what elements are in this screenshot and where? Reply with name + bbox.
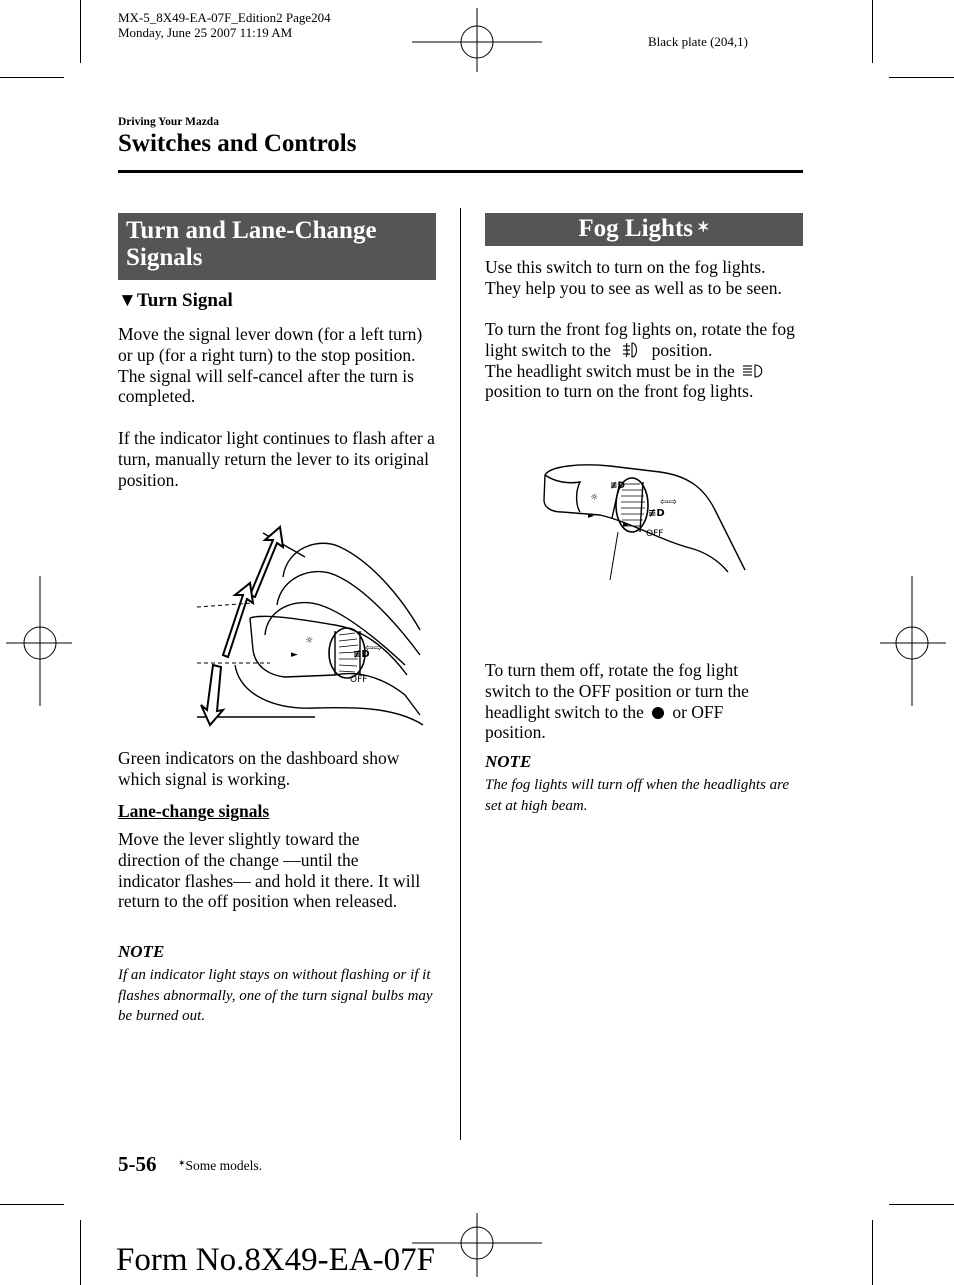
triangle-down-icon: ▼ [118, 290, 137, 311]
right-note-text: The fog lights will turn off when the headlights are set at high beam. [485, 777, 790, 814]
registration-mark-left [6, 576, 72, 706]
left-note-label: NOTE [118, 942, 165, 961]
dot-icon [652, 707, 664, 719]
fog-light-icon [621, 341, 641, 359]
indicator-paragraph: If the indicator light continues to flash after a turn, manually return the lever to its original position. [118, 428, 435, 490]
svg-text:►: ► [623, 520, 630, 529]
registration-mark-right [880, 576, 946, 706]
print-date-line: Monday, June 25 2007 11:19 AM [118, 25, 293, 40]
fog-off-paragraph [485, 660, 785, 743]
headlight-icon [741, 362, 767, 380]
svg-text:⇦⇨: ⇦⇨ [660, 497, 677, 508]
svg-text:≢D: ≢D [353, 649, 370, 660]
fog-on-text-d: position to turn on the front fog lights. [485, 381, 754, 402]
section-title: Fog Lights [578, 215, 694, 242]
svg-text:☼: ☼ [305, 636, 314, 646]
svg-text:►: ► [588, 511, 595, 520]
star-icon: ✶ [178, 1158, 186, 1168]
subheading-turn-signal [118, 290, 233, 312]
section-banner-turn-signals [118, 213, 436, 280]
footnote-text: Some models. [185, 1158, 263, 1173]
registration-mark-top [412, 8, 542, 72]
right-note-label: NOTE [485, 752, 532, 771]
print-job-info [118, 10, 331, 40]
turn-signal-paragraph: Move the signal lever down (for a left turn) or up (for a right turn) to the stop position. The signal will self-cancel after the turn is completed. [118, 324, 423, 407]
green-indicators-paragraph: Green indicators on the dashboard show which signal is working. [118, 748, 400, 789]
svg-text:⇦⇨: ⇦⇨ [365, 643, 382, 654]
form-number: Form No.8X49-EA-07F [116, 1242, 435, 1278]
footnote [178, 1158, 262, 1174]
fog-on-text-b: position. [651, 339, 713, 360]
subheading-text: Turn Signal [136, 290, 233, 311]
page-title: Switches and Controls [118, 130, 357, 157]
column-divider [460, 208, 461, 1140]
off-label: OFF [646, 529, 664, 539]
chapter-label: Driving Your Mazda [118, 116, 219, 128]
lane-change-heading: Lane-change signals [118, 801, 270, 821]
title-rule [118, 170, 803, 173]
page-number: 5-56 [118, 1152, 157, 1176]
svg-text:≢D: ≢D [648, 508, 665, 519]
section-banner-fog-lights [485, 213, 803, 246]
fog-off-text-b: or OFF position. [485, 701, 724, 743]
lane-change-paragraph: Move the lever slightly toward the direction of the change ―until the indicator flashes― and hold it there. It will return to the off position when released. [118, 829, 421, 912]
svg-text:☼: ☼ [590, 493, 599, 503]
off-label: OFF [350, 675, 368, 685]
turn-signal-lever-illustration [195, 525, 430, 735]
svg-text:≢D: ≢D [610, 481, 626, 491]
star-icon: ✶ [697, 220, 710, 236]
print-job-line: MX-5_8X49-EA-07F_Edition2 Page204 [118, 10, 331, 25]
left-note-text: If an indicator light stays on without flashing or if it flashes abnormally, one of the turn signal bulbs may be burned out. [118, 967, 433, 1024]
section-title: Turn and Lane-Change Signals [126, 217, 377, 271]
fog-off-text-a: To turn them off, rotate the fog light switch to the OFF position or turn the headlight switch to the [485, 660, 749, 722]
fog-on-paragraph [485, 319, 805, 402]
fog-light-switch-illustration [540, 460, 750, 585]
plate-label: Black plate (204,1) [648, 34, 748, 49]
fog-on-text-a: To turn the front fog lights on, rotate the fog light switch to the [485, 319, 795, 360]
fog-intro-paragraph: Use this switch to turn on the fog lights. They help you to see as well as to be seen. [485, 257, 782, 298]
svg-text:►: ► [291, 650, 298, 660]
fog-on-text-c: The headlight switch must be in the [485, 360, 735, 381]
